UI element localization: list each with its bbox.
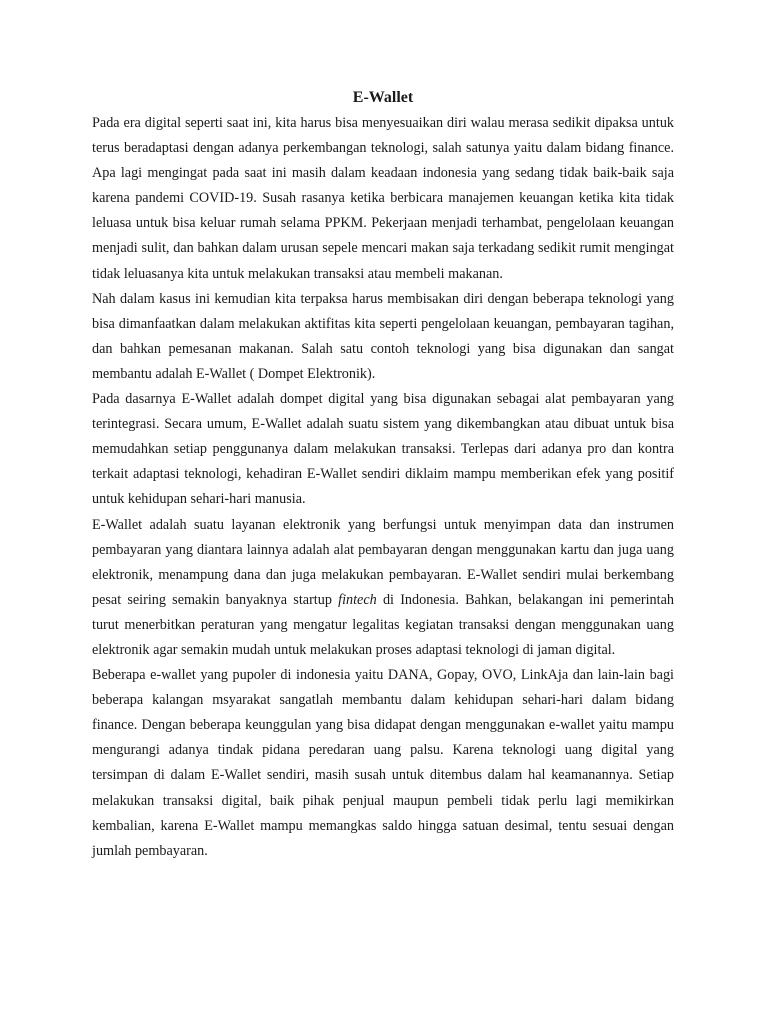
- document-page: [92, 86, 674, 864]
- paragraph-3: Pada dasarnya E-Wallet adalah dompet digital yang bisa digunakan sebagai alat pembayaran yang terintegrasi. Secara umum, E-Wallet adalah suatu sistem yang dikembangkan atau dibuat untuk bisa memudahkan setiap penggunanya dalam melakukan transaksi. Terlepas dari adanya pro dan kontra terkait adaptasi teknologi, kehadiran E-Wallet sendiri diklaim mampu memberikan efek yang positif untuk kehidupan sehari-hari manusia.: [92, 391, 674, 508]
- paragraph-4-text-after: di Indonesia. Bahkan, belakangan ini pemerintah turut menerbitkan peraturan yang mengatur legalitas kegiatan transaksi dengan menggunakan uang elektronik agar semakin mudah untuk melakukan proses adaptasi teknologi di jaman digital.: [92, 591, 674, 658]
- paragraph-1: Pada era digital seperti saat ini, kita harus bisa menyesuaikan diri walau merasa sedikit dipaksa untuk terus beradaptasi dengan adanya perkembangan teknologi, salah satunya yaitu dalam bidang finance. Apa lagi mengingat pada saat ini masih dalam keadaan indonesia yang sedang tidak baik-baik saja karena pandemi COVID-19. Susah rasanya ketika berbicara manajemen keuangan ketika kita tidak leluasa untuk bisa keluar rumah selama PPKM. Pekerjaan menjadi terhambat, pengelolaan keuangan menjadi sulit, dan bahkan dalam urusan sepele mencari makan saja terkadang sedikit rumit mengingat tidak leluasanya kita untuk melakukan transaksi atau membeli makanan.: [92, 115, 674, 282]
- document-title: E-Wallet: [352, 89, 414, 106]
- paragraph-5: Beberapa e-wallet yang pupoler di indonesia yaitu DANA, Gopay, OVO, LinkAja dan lain-lain bagi beberapa kalangan msyarakat sangatlah membantu dalam kehidupan sehari-hari dalam bidang finance. Dengan beberapa keunggulan yang bisa didapat dengan menggunakan e-wallet yaitu mampu mengurangi adanya tindak pidana peredaran uang palsu. Karena teknologi uang digital yang tersimpan di dalam E-Wallet sendiri, masih susah untuk ditembus dalam hal keamanannya. Setiap melakukan transaksi digital, baik pihak penjual maupun pembeli tidak perlu lagi memikirkan kembalian, karena E-Wallet mampu memangkas saldo hingga satuan desimal, tentu sesuai dengan jumlah pembayaran.: [92, 667, 674, 859]
- paragraph-4-italic-term: fintech: [338, 591, 377, 608]
- paragraph-4-text-before: E-Wallet adalah suatu layanan elektronik yang berfungsi untuk menyimpan data dan instrumen pembayaran yang diantara lainnya adalah alat pembayaran dengan menggunakan kartu dan juga uang elektronik, menampung dana dan juga melakukan pembayaran. E-Wallet sendiri mulai berkembang pesat seiring semakin banyaknya startup: [92, 516, 674, 608]
- paragraph-2: Nah dalam kasus ini kemudian kita terpaksa harus membisakan diri dengan beberapa teknologi yang bisa dimanfaatkan dalam melakukan aktifitas kita seperti pengelolaan keuangan, pembayaran tagihan, dan bahkan pemesanan makanan. Salah satu contoh teknologi yang bisa digunakan dan sangat membantu adalah E-Wallet ( Dompet Elektronik).: [92, 290, 674, 382]
- paragraph-4: [92, 513, 674, 664]
